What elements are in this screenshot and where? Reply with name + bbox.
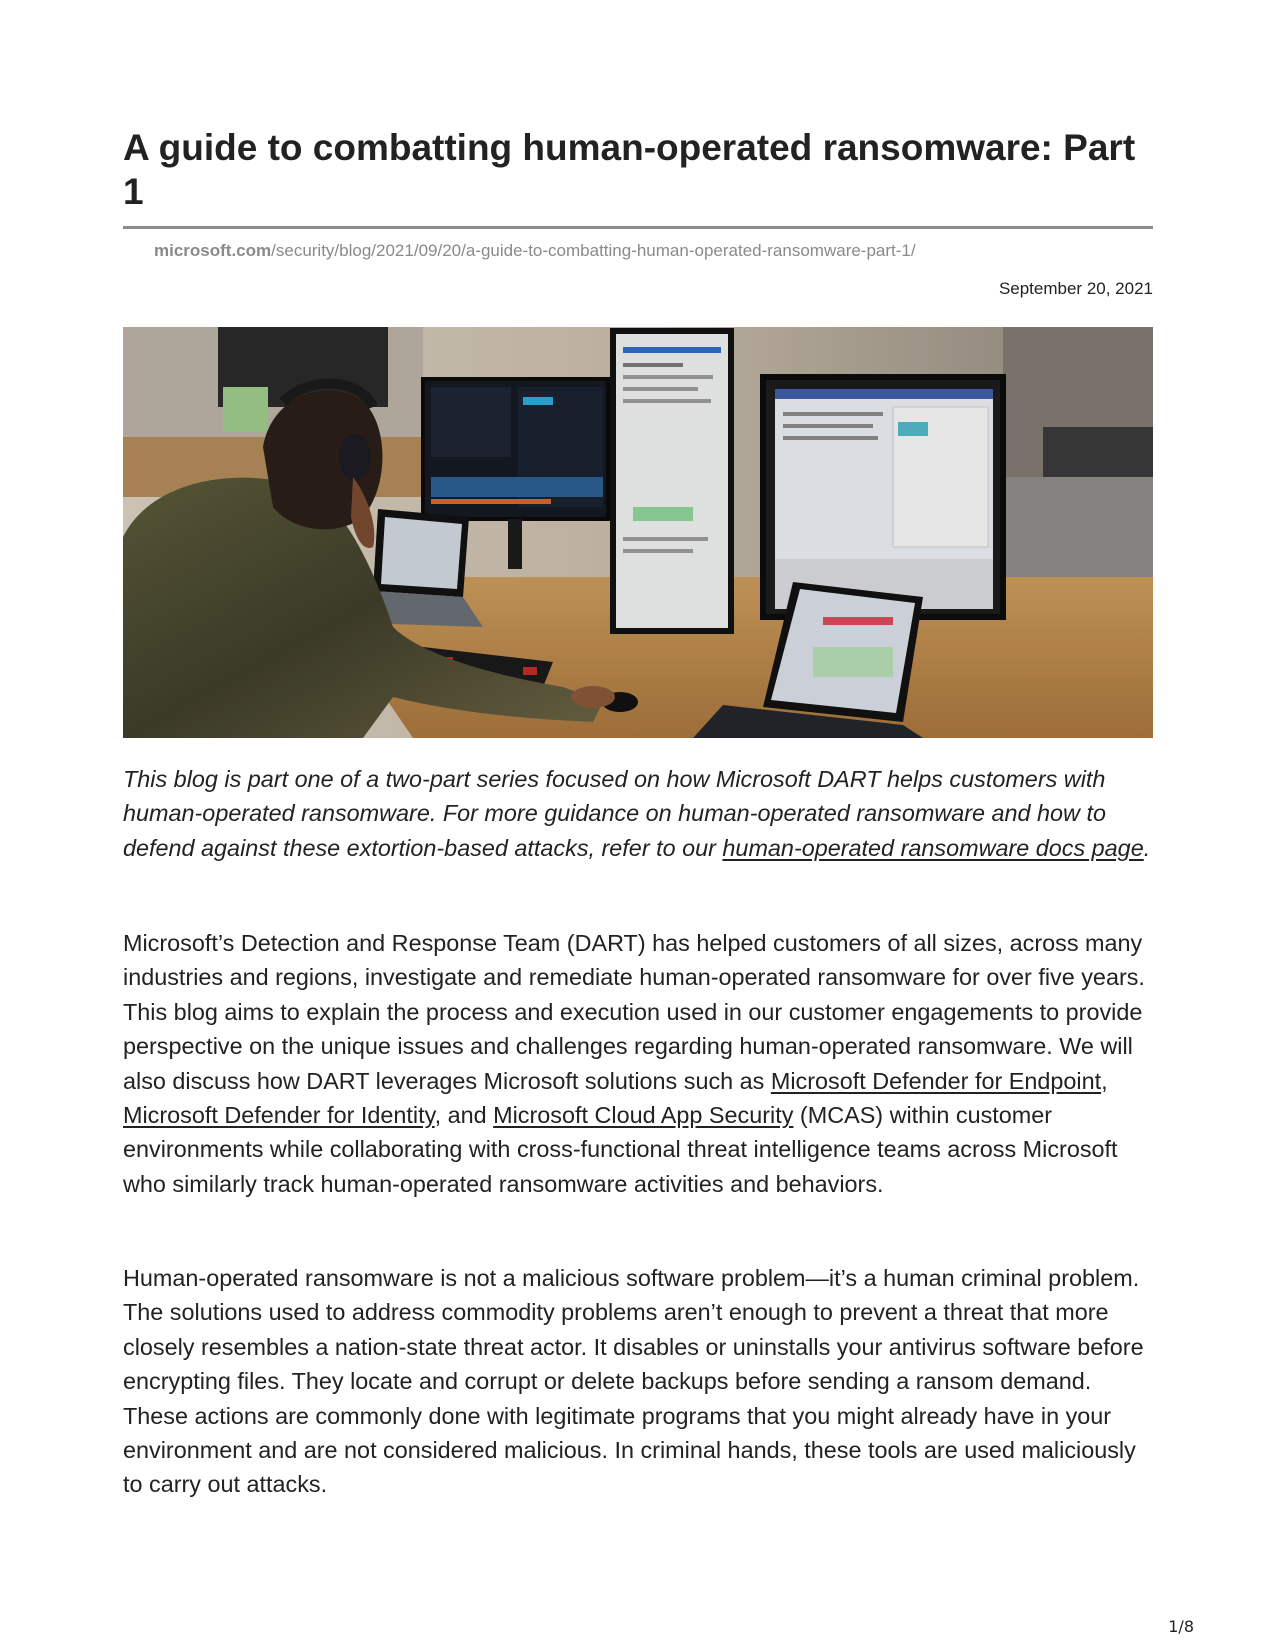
paragraph-1-separator-1: , (1101, 1067, 1108, 1094)
page-number: 1/8 (1168, 1617, 1194, 1636)
paragraph-1-text: Microsoft’s Detection and Response Team (DART) has helped customers of all sizes, across many industries and regions, investigate and remediate human-operated ransomware for over five years. This blog aims to explain the process and execution used in our customer engagements to provide perspective on the unique issues and challenges regarding human-operated ransomware. We will also discuss how DART leverages Microsoft solutions such as (123, 930, 1145, 1094)
source-url-path: /security/blog/2021/09/20/a-guide-to-combatting-human-operated-ransomware-part-1/ (271, 241, 916, 260)
publish-date: September 20, 2021 (998, 279, 1153, 298)
paragraph-1-text-end: (MCAS) within customer environments while collaborating with cross-functional threat intelligence teams across Microsoft who similarly track human-operated ransomware activities and behaviors. (123, 1102, 1118, 1197)
source-url-domain: microsoft.com (154, 241, 272, 260)
defender-for-endpoint-link[interactable]: Microsoft Defender for Endpoint (770, 1067, 1102, 1094)
body-paragraph-2: Human-operated ransomware is not a malicious software problem—it’s a human criminal problem. The solutions used to address commodity problems aren’t enough to prevent a threat that more closely resembles a nation-state threat actor. It disables or uninstalls your antivirus software before encrypting files. They locate and corrupt or delete backups before sending a ransom demand. These actions are commonly done with legitimate programs that you might already have in your environment and are not considered malicious. In criminal hands, these tools are used maliciously to carry out attacks. (123, 1265, 1144, 1498)
paragraph-1-separator-2: , and (434, 1102, 494, 1129)
source-url[interactable] (154, 240, 916, 262)
body-paragraph-1 (123, 926, 1158, 1201)
title-divider (123, 226, 1153, 229)
intro-paragraph (123, 762, 1153, 865)
intro-text-end: . (1143, 834, 1151, 861)
cloud-app-security-link[interactable]: Microsoft Cloud App Security (493, 1102, 794, 1129)
article-title: A guide to combatting human-operated ransomware: Part 1 (123, 127, 1136, 212)
defender-for-identity-link[interactable]: Microsoft Defender for Identity (123, 1102, 435, 1129)
intro-text: This blog is part one of a two-part series focused on how Microsoft DART helps customers with human-operated ransomware. For more guidance on human-operated ransomware and how to defend against these extortion-based attacks, refer to our (123, 766, 1106, 861)
hero-photo-analyst-at-workstation (123, 327, 1153, 738)
ransomware-docs-link[interactable]: human-operated ransomware docs page (722, 834, 1144, 861)
